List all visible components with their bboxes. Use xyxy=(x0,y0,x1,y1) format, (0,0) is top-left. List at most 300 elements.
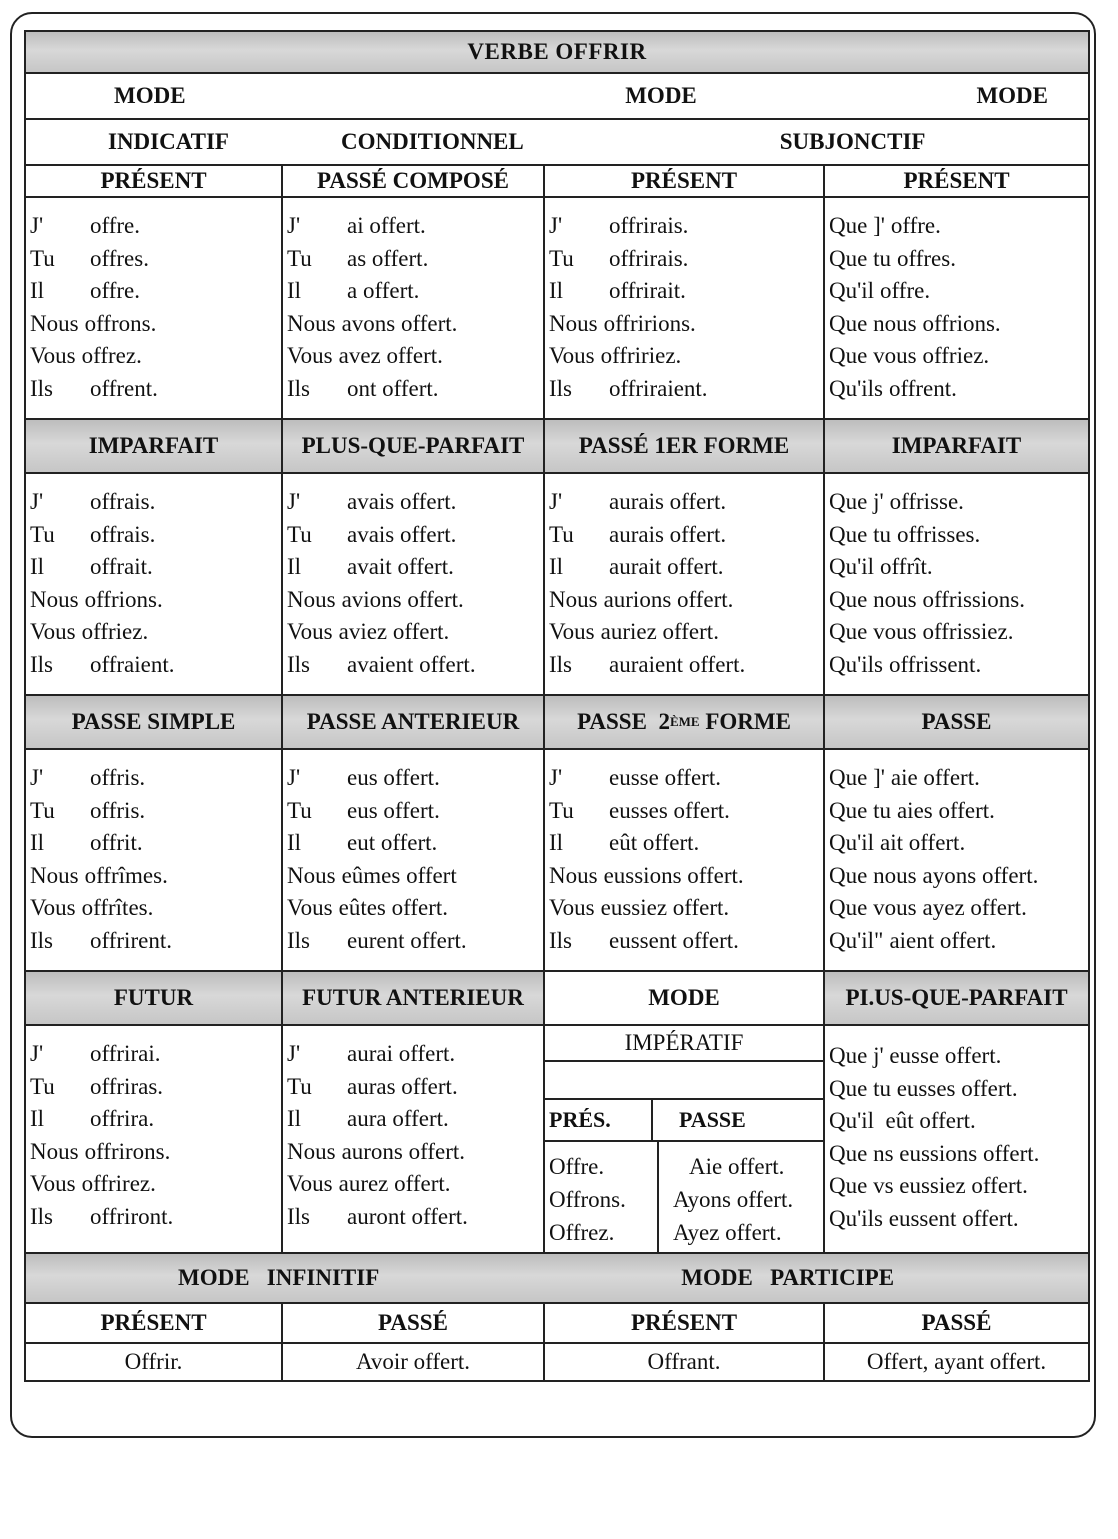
verb-form: offrirent. xyxy=(90,927,172,953)
pronoun: Tu xyxy=(30,1073,55,1099)
pronoun: Vous xyxy=(287,1171,333,1197)
pronoun: Il xyxy=(549,554,564,580)
pronoun: Tu xyxy=(287,245,312,271)
verb-form: offrais. xyxy=(90,521,156,547)
verb-form: eussions offert. xyxy=(603,862,744,888)
imperatif-present-item: Offrez. xyxy=(549,1220,615,1245)
pronoun: Ils xyxy=(287,651,310,677)
verb-form: offrirais. xyxy=(609,245,689,271)
conjugation-line: Que j' eusse offert. xyxy=(829,1043,1002,1068)
conjugation-line xyxy=(287,892,543,925)
pronoun: Vous xyxy=(549,619,595,645)
conjugation-line xyxy=(549,584,823,617)
verb-form: aviez offert. xyxy=(338,619,450,645)
conjugation-cell xyxy=(283,750,545,970)
conjugation-line xyxy=(549,373,823,406)
pronoun: J' xyxy=(287,765,301,790)
tense-header-row-4 xyxy=(26,972,1088,1026)
tense-header: PRÉSENT xyxy=(903,168,1010,193)
conjugation-line xyxy=(287,1136,543,1169)
conjugation-line xyxy=(287,551,543,584)
verb-form: eussiez offert. xyxy=(600,895,730,921)
pronoun: Vous xyxy=(549,343,595,369)
verb-form: offre. xyxy=(90,278,141,304)
verb-form: offrira. xyxy=(90,1106,155,1132)
pronoun: Tu xyxy=(287,521,312,547)
pronoun: Qu'il" xyxy=(829,927,884,953)
pronoun: Tu xyxy=(30,521,55,547)
conjugation-line xyxy=(287,616,543,649)
conjugation-line xyxy=(30,1136,281,1169)
conjugation-line xyxy=(287,519,543,552)
verb-form: aurai offert. xyxy=(347,1041,456,1066)
tense-header: PASSÉ 1ER FORME xyxy=(545,420,825,472)
conjugation-line xyxy=(549,308,823,341)
verb-form: aurions offert. xyxy=(603,586,734,612)
conjugation-line xyxy=(30,1103,281,1136)
conjugation-line xyxy=(30,243,281,276)
pronoun: Que ]' xyxy=(829,765,885,790)
conjugation-line xyxy=(287,1201,543,1234)
pronoun: Nous xyxy=(287,862,336,888)
pronoun: Que tu xyxy=(829,521,891,547)
conjugation-line xyxy=(30,925,281,958)
conjugation-line xyxy=(30,584,281,617)
pronoun: Qu'ils xyxy=(829,651,883,677)
pronoun: Que vous xyxy=(829,895,917,921)
bottom-values-row xyxy=(26,1344,1088,1380)
verb-form: offrez. xyxy=(81,343,142,369)
subjonctif-plus-que-parfait-cell xyxy=(825,1026,1088,1252)
conjugation-line xyxy=(829,340,1088,373)
pronoun: Vous xyxy=(30,1171,76,1197)
conjugation-line xyxy=(829,551,1088,584)
conjugation-line xyxy=(287,762,543,795)
pronoun: Tu xyxy=(287,1073,312,1099)
pronoun: Tu xyxy=(549,521,574,547)
verb-form: eus offert. xyxy=(347,797,440,823)
verb-form: offrent. xyxy=(90,375,158,401)
verb-form: offrîmes. xyxy=(84,862,168,888)
conjugation-line xyxy=(30,275,281,308)
verb-form: offrais. xyxy=(90,489,156,514)
verb-form: ayez offert. xyxy=(922,895,1027,921)
verb-form: offre. xyxy=(880,278,931,304)
imperatif-passe-item: Aie offert. xyxy=(689,1154,785,1179)
verb-form: aies offert. xyxy=(896,797,995,823)
participe-present-value: Offrant. xyxy=(545,1344,825,1380)
conjugation-cell xyxy=(283,1026,545,1252)
pronoun: Qu'ils xyxy=(829,375,883,401)
conjugation-row-4 xyxy=(26,1026,1088,1254)
conjugation-line xyxy=(549,827,823,860)
verb-form: aurais offert. xyxy=(609,521,727,547)
conjugation-line xyxy=(287,584,543,617)
mode-label-1: MODE xyxy=(114,83,186,108)
verb-form: auriez offert. xyxy=(600,619,719,645)
pronoun: Il xyxy=(549,830,564,856)
verb-form: aurais offert. xyxy=(609,489,727,514)
mood-names-row xyxy=(26,120,1088,166)
imperatif-subheader xyxy=(545,1100,823,1142)
imperatif-passe-label: PASSE xyxy=(679,1107,746,1132)
pronoun: Tu xyxy=(287,797,312,823)
verb-form: ont offert. xyxy=(347,375,439,401)
pronoun: Il xyxy=(287,1106,302,1132)
conjugation-line xyxy=(829,243,1088,276)
conjugation-line xyxy=(30,649,281,682)
pronoun: Ils xyxy=(287,375,310,401)
verb-form: aurons offert. xyxy=(341,1138,466,1164)
conjugation-line xyxy=(549,519,823,552)
conjugation-line xyxy=(287,243,543,276)
pronoun: Vous xyxy=(30,343,76,369)
conjugation-line xyxy=(287,925,543,958)
verb-form: aurait offert. xyxy=(609,554,724,580)
pronoun: Nous xyxy=(30,862,79,888)
tense-header: MODE xyxy=(545,972,825,1024)
pronoun: Tu xyxy=(549,797,574,823)
verb-form: a offert. xyxy=(347,278,420,304)
tense-header: PLUS-QUE-PARFAIT xyxy=(283,420,545,472)
verb-form: offriez. xyxy=(81,619,149,645)
verb-form: offrisse. xyxy=(889,489,964,514)
verb-form: offre. xyxy=(890,213,941,238)
conjugation-line xyxy=(287,1071,543,1104)
pronoun: Que nous xyxy=(829,862,917,888)
conjugation-line xyxy=(287,210,543,243)
tense-header: PRÉSENT xyxy=(26,1304,283,1342)
pronoun: Vous xyxy=(287,343,333,369)
verb-form: offris. xyxy=(90,797,146,823)
pronoun: Ils xyxy=(30,651,53,677)
conjugation-line xyxy=(549,340,823,373)
conjugation-line xyxy=(30,519,281,552)
conjugation-line xyxy=(30,551,281,584)
pronoun: Que tu xyxy=(829,245,891,271)
conjugation-line xyxy=(829,827,1088,860)
conjugation-line xyxy=(30,1201,281,1234)
pronoun: Nous xyxy=(549,862,598,888)
mode-label-2: MODE xyxy=(625,83,697,108)
conjugation-line xyxy=(30,1071,281,1104)
conjugation-line xyxy=(549,243,823,276)
verb-form: ai offert. xyxy=(347,213,426,238)
verb-form: offrissions. xyxy=(922,586,1025,612)
conjugation-cell xyxy=(283,198,545,418)
conjugation-line: Qu'ils eussent offert. xyxy=(829,1205,1019,1231)
pronoun: Ils xyxy=(30,927,53,953)
conjugation-line xyxy=(30,860,281,893)
verb-form: auront offert. xyxy=(347,1203,468,1229)
tense-header-passe-2eme-forme xyxy=(545,696,825,748)
tense-header-text: PASSE 2 xyxy=(577,709,670,734)
conjugation-line: Qu'il eût offert. xyxy=(829,1108,976,1134)
conjugation-line xyxy=(549,275,823,308)
pronoun: Qu'il xyxy=(829,830,875,856)
verb-form: offrissiez. xyxy=(922,619,1014,645)
verb-form: offrirait. xyxy=(609,278,686,304)
verb-form: eus offert. xyxy=(347,765,440,790)
conjugation-line xyxy=(829,860,1088,893)
conjugation-row-2 xyxy=(26,474,1088,696)
conjugation-line xyxy=(829,210,1088,243)
pronoun: Nous xyxy=(30,310,79,336)
conjugation-row-3 xyxy=(26,750,1088,972)
conjugation-line xyxy=(30,795,281,828)
conjugation-line xyxy=(287,860,543,893)
pronoun: J' xyxy=(287,1041,301,1066)
pronoun: Qu'il xyxy=(829,278,875,304)
verb-form: eut offert. xyxy=(347,830,438,856)
pronoun: Nous xyxy=(287,586,336,612)
pronoun: Ils xyxy=(30,375,53,401)
verb-form: eûmes offert xyxy=(341,862,457,888)
verb-form: offrirai. xyxy=(90,1041,161,1066)
pronoun: Ils xyxy=(549,651,572,677)
conjugation-line: Que vs eussiez offert. xyxy=(829,1173,1028,1199)
verb-form: avez offert. xyxy=(338,343,443,369)
pronoun: Nous xyxy=(30,586,79,612)
bottom-tense-row xyxy=(26,1304,1088,1344)
conjugation-cell xyxy=(26,1026,283,1252)
tense-header: PASSE xyxy=(921,709,992,734)
imperatif-blank xyxy=(545,1062,823,1100)
pronoun: Que nous xyxy=(829,310,917,336)
verb-form: avons offert. xyxy=(341,310,458,336)
tense-header: PASSE SIMPLE xyxy=(26,696,283,748)
tense-header: FUTUR xyxy=(26,972,283,1024)
pronoun: Que ]' xyxy=(829,213,885,238)
verb-form: aurez offert. xyxy=(338,1171,451,1197)
conjugation-line: Que ns eussions offert. xyxy=(829,1140,1040,1166)
verb-form: offrît. xyxy=(880,554,933,580)
conjugation-line xyxy=(287,275,543,308)
pronoun: Nous xyxy=(287,310,336,336)
imperatif-present-item: Offrons. xyxy=(549,1187,626,1212)
tense-header: FUTUR ANTERIEUR xyxy=(283,972,545,1024)
infinitif-present-value: Offrir. xyxy=(26,1344,283,1380)
verb-form: offrîtes. xyxy=(81,895,154,921)
conjugation-cell xyxy=(545,474,825,694)
verb-form: auras offert. xyxy=(347,1073,458,1099)
tense-header: IMPARFAIT xyxy=(891,433,1022,458)
pronoun: Vous xyxy=(549,895,595,921)
conjugation-cell xyxy=(825,474,1088,694)
verb-form: aura offert. xyxy=(347,1106,449,1132)
imperatif-passe-list xyxy=(659,1142,823,1252)
verb-form: avait offert. xyxy=(347,554,454,580)
pronoun: Vous xyxy=(287,619,333,645)
conjugation-row-1 xyxy=(26,198,1088,420)
imperatif-present-label: PRÉS. xyxy=(545,1100,653,1140)
pronoun: Que vous xyxy=(829,343,917,369)
verb-form: eût offert. xyxy=(609,830,700,856)
verb-form: offrirez. xyxy=(81,1171,156,1197)
conjugation-cell xyxy=(825,750,1088,970)
tense-header-superscript: ÈME xyxy=(669,714,700,729)
tense-header-row-2 xyxy=(26,420,1088,474)
conjugation-line xyxy=(287,1103,543,1136)
conjugation-cell xyxy=(26,198,283,418)
conjugation-cell xyxy=(283,474,545,694)
verb-form: offrit. xyxy=(90,830,143,856)
pronoun: J' xyxy=(287,213,301,238)
conjugation-line xyxy=(30,1168,281,1201)
verb-form: offrait. xyxy=(90,554,153,580)
verb-form: as offert. xyxy=(347,245,429,271)
conjugation-line xyxy=(829,649,1088,682)
pronoun: Vous xyxy=(30,895,76,921)
tense-header: PRÉSENT xyxy=(545,166,825,196)
conjugation-cell xyxy=(26,474,283,694)
conjugation-cell xyxy=(26,750,283,970)
pronoun: Que nous xyxy=(829,586,917,612)
conjugation-line xyxy=(287,649,543,682)
pronoun: Que j' xyxy=(829,489,884,514)
pronoun: J' xyxy=(549,489,563,514)
pronoun: Ils xyxy=(287,1203,310,1229)
pronoun: Nous xyxy=(30,1138,79,1164)
mood-indicatif: INDICATIF xyxy=(108,129,229,154)
tense-header: IMPARFAIT xyxy=(26,420,283,472)
pronoun: Il xyxy=(30,830,45,856)
mood-conditionnel: CONDITIONNEL xyxy=(340,129,524,154)
conjugation-line xyxy=(549,210,823,243)
pronoun: Il xyxy=(30,278,45,304)
pronoun: J' xyxy=(549,213,563,238)
tense-header: PRÉSENT xyxy=(545,1304,825,1342)
mode-label-3: MODE xyxy=(976,83,1048,108)
conjugation-line xyxy=(829,762,1088,795)
conjugation-line xyxy=(30,892,281,925)
verb-form: offriront. xyxy=(90,1203,174,1229)
pronoun: J' xyxy=(549,765,563,790)
pronoun: Vous xyxy=(287,895,333,921)
tense-header: PASSÉ COMPOSÉ xyxy=(283,166,545,196)
imperatif-title: IMPÉRATIF xyxy=(545,1026,823,1062)
bottom-mode-row xyxy=(26,1254,1088,1304)
conjugation-line xyxy=(30,1038,281,1071)
verb-form: offririez. xyxy=(600,343,682,369)
tense-header: PASSE ANTERIEUR xyxy=(283,696,545,748)
conjugation-line xyxy=(30,308,281,341)
pronoun: Il xyxy=(287,278,302,304)
conjugation-line xyxy=(30,373,281,406)
pronoun: Il xyxy=(549,278,564,304)
pronoun: Que tu xyxy=(829,797,891,823)
conjugation-line xyxy=(829,519,1088,552)
conjugation-line xyxy=(829,925,1088,958)
verb-form: offrirais. xyxy=(609,213,689,238)
pronoun: Il xyxy=(287,830,302,856)
pronoun: Nous xyxy=(549,586,598,612)
pronoun: J' xyxy=(30,765,44,790)
pronoun: Tu xyxy=(30,797,55,823)
conjugation-line xyxy=(829,616,1088,649)
imperatif-present-item: Offre. xyxy=(549,1154,605,1179)
pronoun: J' xyxy=(30,213,44,238)
mode-row xyxy=(26,74,1088,120)
pronoun: Nous xyxy=(549,310,598,336)
tense-header-suffix: FORME xyxy=(699,709,791,734)
verb-form: offres. xyxy=(90,245,149,271)
imperatif-body xyxy=(545,1142,823,1252)
pronoun: Nous xyxy=(287,1138,336,1164)
tense-header-row-3 xyxy=(26,696,1088,750)
verb-form: ait offert. xyxy=(880,830,966,856)
conjugation-line xyxy=(287,1038,543,1071)
verb-form: avaient offert. xyxy=(347,651,476,677)
mood-subjonctif: SUBJONCTIF xyxy=(779,129,926,154)
conjugation-line xyxy=(30,340,281,373)
tense-header-row-1 xyxy=(26,166,1088,198)
conjugation-line xyxy=(30,616,281,649)
verb-form: offris. xyxy=(90,765,146,790)
pronoun: Que vous xyxy=(829,619,917,645)
verb-form: offre. xyxy=(90,213,141,238)
verb-form: auraient offert. xyxy=(609,651,746,677)
tense-header: PRÉSENT xyxy=(26,166,283,196)
conjugation-line xyxy=(549,486,823,519)
pronoun: Ils xyxy=(549,927,572,953)
verb-form: offriez. xyxy=(922,343,990,369)
pronoun: Ils xyxy=(549,375,572,401)
verb-form: offres. xyxy=(896,245,956,271)
pronoun: Tu xyxy=(549,245,574,271)
conjugation-line xyxy=(549,860,823,893)
imperatif-passe-item: Ayons offert. xyxy=(673,1187,794,1212)
conjugation-line xyxy=(829,275,1088,308)
imperatif-passe-item: Ayez offert. xyxy=(673,1220,782,1245)
verb-form: eussent offert. xyxy=(609,927,739,953)
pronoun: Vous xyxy=(30,619,76,645)
conjugation-line xyxy=(287,1168,543,1201)
conjugation-line xyxy=(829,795,1088,828)
participe-passe-value: Offert, ayant offert. xyxy=(866,1349,1047,1374)
conjugation-line xyxy=(30,827,281,860)
conjugation-line xyxy=(287,486,543,519)
conjugation-line xyxy=(30,210,281,243)
conjugation-line xyxy=(287,308,543,341)
verb-form: offraient. xyxy=(90,651,175,677)
conjugation-line xyxy=(829,308,1088,341)
verb-form: eûtes offert. xyxy=(338,895,449,921)
conjugation-line xyxy=(287,340,543,373)
tense-header: PASSÉ xyxy=(283,1304,545,1342)
verb-form: offrent. xyxy=(889,375,957,401)
verb-form: avions offert. xyxy=(341,586,464,612)
conjugation-line xyxy=(829,373,1088,406)
conjugation-line xyxy=(549,795,823,828)
verb-form: offrions. xyxy=(922,310,1001,336)
conjugation-cell xyxy=(545,750,825,970)
pronoun: Il xyxy=(30,1106,45,1132)
conjugation-line xyxy=(287,827,543,860)
verb-form: avais offert. xyxy=(347,489,457,514)
verb-form: offriraient. xyxy=(609,375,708,401)
verb-form: offrisses. xyxy=(896,521,981,547)
conjugation-line xyxy=(549,925,823,958)
conjugation-line xyxy=(287,795,543,828)
mode-infinitif-label: MODE INFINITIF xyxy=(178,1265,380,1290)
conjugation-line xyxy=(829,584,1088,617)
conjugation-line xyxy=(549,649,823,682)
tense-header: PI.US-QUE-PARFAIT xyxy=(845,985,1068,1010)
pronoun: J' xyxy=(30,489,44,514)
pronoun: Tu xyxy=(30,245,55,271)
pronoun: Ils xyxy=(30,1203,53,1229)
